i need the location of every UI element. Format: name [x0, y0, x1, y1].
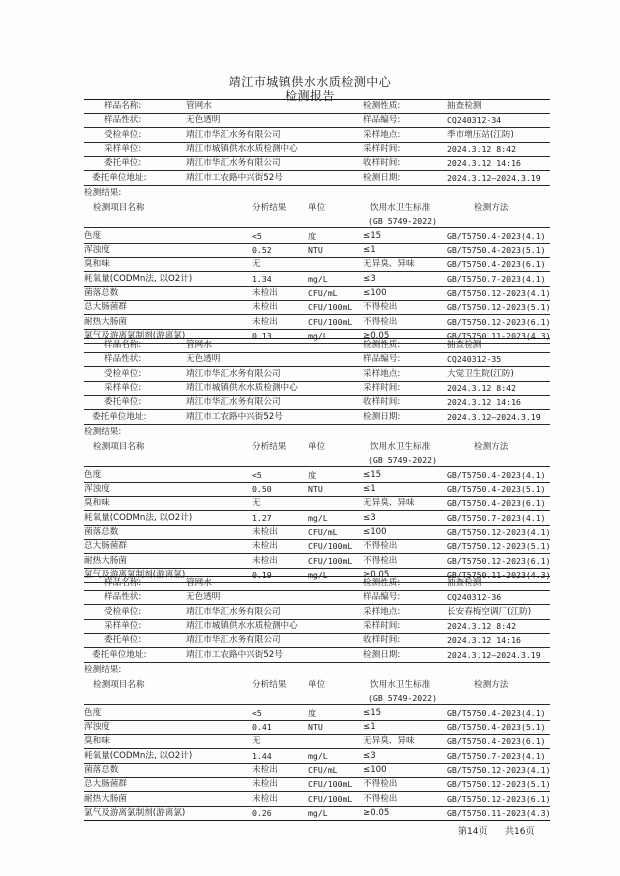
row-result: 无: [252, 498, 261, 509]
sampling-unit-label: 采样单位:: [104, 382, 142, 393]
row-standard: 无异臭、异味: [363, 259, 415, 270]
test-nature-label: 检测性质:: [363, 101, 401, 111]
row-rule: [84, 553, 550, 554]
row-result: 0.41: [252, 722, 272, 733]
report-title: 靖江市城镇供水水质检测中心: [228, 75, 392, 89]
sampling-time-value: 2024.3.12 8:42: [447, 620, 517, 631]
row-unit: NTU: [308, 484, 323, 495]
test-date-label: 检测日期:: [363, 172, 401, 183]
col-standard-header: 饮用水卫生标准: [370, 679, 431, 690]
row-rule: [84, 539, 550, 540]
row-item: 总大肠菌群: [84, 779, 127, 790]
row-unit: 度: [308, 230, 317, 241]
row-result: 0.26: [252, 807, 272, 818]
row-method: GB/T5750.4-2023(6.1): [447, 736, 546, 747]
row-method: GB/T5750.4-2023(5.1): [447, 245, 546, 256]
row-method: GB/T5750.12-2023(6.1): [447, 316, 551, 327]
sampling-unit-value: 靖江市城镇供水水质检测中心: [186, 620, 298, 631]
row-rule: [84, 734, 550, 735]
sample-no-label: 样品编号:: [363, 115, 401, 126]
row-standard: 不得检出: [363, 302, 398, 313]
row-item: 耐热大肠菌: [84, 316, 127, 327]
info-rule: [84, 604, 550, 605]
row-standard: 不得检出: [363, 779, 398, 790]
sample-nature-label: 样品性状:: [104, 592, 142, 603]
row-item: 总大肠菌群: [84, 302, 127, 313]
row-item: 菌落总数: [84, 288, 119, 298]
row-unit: mg/L: [308, 807, 328, 818]
row-result: 未检出: [252, 779, 278, 790]
row-method: GB/T5750.12-2023(5.1): [447, 779, 551, 790]
row-unit: CFU/100mL: [308, 541, 353, 552]
row-result: 无: [252, 736, 261, 747]
row-result: 0.50: [252, 484, 272, 495]
row-unit: NTU: [308, 722, 323, 733]
results-heading: 检测结果:: [84, 426, 122, 437]
client-unit-value: 靖江市华汇水务有限公司: [186, 635, 281, 646]
page-number: 第14页: [458, 827, 488, 837]
client-address-label: 委托单位地址:: [92, 411, 147, 422]
row-rule: [84, 525, 550, 526]
client-unit-value: 靖江市华汇水务有限公司: [186, 158, 281, 169]
col-standard-header: 饮用水卫生标准: [370, 202, 431, 213]
col-method-header: 检测方法: [474, 441, 509, 452]
row-rule: [84, 300, 550, 301]
test-nature-value: 抽查检测: [447, 340, 482, 350]
sampling-time-value: 2024.3.12 8:42: [447, 143, 517, 154]
row-rule: [84, 257, 550, 258]
row-rule: [84, 568, 550, 569]
row-result: 0.13: [252, 330, 272, 341]
row-standard: ≤100: [363, 765, 387, 775]
row-standard: 不得检出: [363, 541, 398, 552]
test-nature-label: 检测性质:: [363, 578, 401, 588]
results-heading: 检测结果:: [84, 187, 122, 198]
test-nature-label: 检测性质:: [363, 340, 401, 350]
sample-name-label: 样品名称:: [104, 578, 142, 588]
sampling-site-value: 长安春梅空调厂(江防): [447, 606, 532, 617]
sample-name-value: 管网水: [186, 340, 212, 350]
col-item-header: 检测项目名称: [93, 202, 145, 213]
client-address-value: 靖江市工农路中兴街52号: [186, 649, 283, 660]
row-rule: [84, 510, 550, 511]
row-method: GB/T5750.4-2023(4.1): [447, 469, 546, 480]
row-result: <5: [252, 469, 262, 480]
info-rule: [84, 647, 550, 648]
sampling-unit-value: 靖江市城镇供水水质检测中心: [186, 382, 298, 393]
sampling-time-label: 采样时间:: [363, 620, 401, 631]
row-method: GB/T5750.12-2023(5.1): [447, 541, 551, 552]
info-rule: [84, 113, 550, 114]
header-rule: [84, 704, 550, 705]
row-result: 未检出: [252, 555, 278, 566]
row-unit: mg/L: [308, 512, 328, 523]
col-method-header: 检测方法: [474, 679, 509, 690]
sampling-time-label: 采样时间:: [363, 143, 401, 154]
row-rule: [84, 286, 550, 287]
test-nature-value: 抽查检测: [447, 101, 482, 111]
row-standard: ≥0.05: [363, 807, 390, 818]
row-item: 臭和味: [84, 259, 110, 270]
sampling-unit-label: 采样单位:: [104, 620, 142, 631]
sample-nature-label: 样品性状:: [104, 354, 142, 365]
info-rule: [84, 156, 550, 157]
info-rule: [84, 127, 550, 128]
sample-name-label: 样品名称:: [104, 340, 142, 350]
col-result-header: 分析结果: [252, 441, 287, 452]
sampling-site-value: 大觉卫生院(江防): [447, 368, 514, 379]
col-unit-header: 单位: [308, 202, 326, 213]
row-unit: CFU/mL: [308, 288, 338, 298]
row-method: GB/T5750.11-2023(4.3): [447, 807, 551, 818]
row-item: 臭和味: [84, 498, 110, 509]
row-method: GB/T5750.7-2023(4.1): [447, 273, 546, 284]
row-method: GB/T5750.4-2023(5.1): [447, 484, 546, 495]
col-result-header: 分析结果: [252, 679, 287, 690]
row-unit: CFU/100mL: [308, 316, 353, 327]
col-unit-header: 单位: [308, 441, 326, 452]
row-rule: [84, 777, 550, 778]
row-result: 1.34: [252, 273, 272, 284]
row-method: GB/T5750.12-2023(6.1): [447, 555, 551, 566]
sample-no-value: CQ240312-34: [447, 115, 502, 126]
client-unit-value: 靖江市华汇水务有限公司: [186, 397, 281, 408]
info-rule: [84, 662, 550, 663]
row-result: 未检出: [252, 316, 278, 327]
row-result: 未检出: [252, 288, 278, 298]
row-standard: ≤15: [363, 469, 382, 480]
row-item: 耗氧量(CODMn法, 以O2计): [84, 273, 193, 284]
row-result: 1.27: [252, 512, 272, 523]
row-standard: 不得检出: [363, 793, 398, 804]
row-result: 未检出: [252, 302, 278, 313]
sample-nature-value: 无色透明: [186, 115, 221, 126]
header-rule: [84, 466, 550, 467]
row-rule: [84, 748, 550, 749]
row-unit: 度: [308, 469, 317, 480]
row-standard: 无异臭、异味: [363, 498, 415, 509]
sampling-site-label: 采样地点:: [363, 129, 401, 140]
row-method: GB/T5750.4-2023(6.1): [447, 498, 546, 509]
row-unit: CFU/100mL: [308, 302, 353, 313]
row-rule: [84, 271, 550, 272]
row-rule: [84, 243, 550, 244]
row-method: GB/T5750.4-2023(4.1): [447, 230, 546, 241]
row-unit: mg/L: [308, 569, 328, 580]
row-method: GB/T5750.11-2023(4.3): [447, 330, 551, 341]
client-address-label: 委托单位地址:: [92, 172, 147, 183]
receive-time-label: 收样时间:: [363, 397, 401, 408]
row-standard: 不得检出: [363, 316, 398, 327]
row-rule: [84, 806, 550, 807]
row-unit: mg/L: [308, 750, 328, 761]
info-rule: [84, 352, 550, 353]
row-method: GB/T5750.7-2023(4.1): [447, 750, 546, 761]
col-standard-subheader: (GB 5749-2022): [368, 215, 438, 226]
client-unit-label: 委托单位:: [104, 635, 142, 646]
row-standard: ≤3: [363, 273, 376, 284]
info-rule: [84, 633, 550, 634]
receive-time-label: 收样时间:: [363, 635, 401, 646]
entrusted-unit-label: 受检单位:: [104, 606, 142, 617]
row-item: 菌落总数: [84, 527, 119, 537]
sample-no-label: 样品编号:: [363, 354, 401, 365]
test-date-label: 检测日期:: [363, 649, 401, 660]
row-item: 色度: [84, 230, 102, 241]
row-item: 色度: [84, 469, 102, 480]
info-rule: [84, 395, 550, 396]
row-rule: [84, 496, 550, 497]
sampling-site-label: 采样地点:: [363, 606, 401, 617]
sampling-time-value: 2024.3.12 8:42: [447, 382, 517, 393]
info-rule: [84, 185, 550, 186]
test-date-label: 检测日期:: [363, 411, 401, 422]
info-rule: [84, 590, 550, 591]
entrusted-unit-value: 靖江市华汇水务有限公司: [186, 129, 281, 140]
row-standard: ≤100: [363, 527, 387, 537]
row-result: <5: [252, 230, 262, 241]
row-result: 未检出: [252, 527, 278, 537]
row-standard: ≤3: [363, 750, 376, 761]
receive-time-value: 2024.3.12 14:16: [447, 158, 521, 169]
col-method-header: 检测方法: [474, 202, 509, 213]
results-heading: 检测结果:: [84, 664, 122, 675]
row-standard: ≤100: [363, 288, 387, 298]
test-date-value: 2024.3.12—2024.3.19: [447, 649, 541, 660]
row-unit: CFU/100mL: [308, 793, 353, 804]
row-method: GB/T5750.12-2023(5.1): [447, 302, 551, 313]
row-method: GB/T5750.12-2023(4.1): [447, 527, 551, 537]
row-rule: [84, 720, 550, 721]
receive-time-label: 收样时间:: [363, 158, 401, 169]
sampling-unit-value: 靖江市城镇供水水质检测中心: [186, 143, 298, 154]
col-standard-header: 饮用水卫生标准: [370, 441, 431, 452]
row-item: 臭和味: [84, 736, 110, 747]
receive-time-value: 2024.3.12 14:16: [447, 635, 521, 646]
sample-nature-label: 样品性状:: [104, 115, 142, 126]
row-item: 浑浊度: [84, 245, 110, 256]
sample-no-value: CQ240312-35: [447, 354, 502, 365]
row-item: 耗氧量(CODMn法, 以O2计): [84, 512, 193, 523]
row-unit: CFU/mL: [308, 527, 338, 537]
info-rule: [84, 409, 550, 410]
test-date-value: 2024.3.12—2024.3.19: [447, 411, 541, 422]
info-rule: [84, 366, 550, 367]
info-rule: [84, 142, 550, 143]
row-item: 色度: [84, 707, 102, 718]
row-unit: 度: [308, 707, 317, 718]
row-item: 氯气及游离氯制剂(游离氯): [84, 569, 186, 580]
row-method: GB/T5750.4-2023(5.1): [447, 722, 546, 733]
block-top-rule: [84, 338, 550, 339]
row-standard: ≤15: [363, 230, 382, 241]
sampling-unit-label: 采样单位:: [104, 143, 142, 154]
row-result: 未检出: [252, 793, 278, 804]
row-standard: ≤1: [363, 245, 376, 256]
row-item: 菌落总数: [84, 765, 119, 775]
row-item: 氯气及游离氯制剂(游离氯): [84, 807, 186, 818]
entrusted-unit-value: 靖江市华汇水务有限公司: [186, 606, 281, 617]
page-bottom-rule: [84, 820, 550, 821]
row-unit: CFU/100mL: [308, 779, 353, 790]
sample-no-label: 样品编号:: [363, 592, 401, 603]
row-unit: NTU: [308, 245, 323, 256]
test-date-value: 2024.3.12—2024.3.19: [447, 172, 541, 183]
row-standard: ≥0.05: [363, 330, 390, 341]
row-result: 未检出: [252, 765, 278, 775]
client-address-value: 靖江市工农路中兴街52号: [186, 172, 283, 183]
sampling-time-label: 采样时间:: [363, 382, 401, 393]
row-rule: [84, 791, 550, 792]
info-rule: [84, 170, 550, 171]
block-top-rule: [84, 99, 550, 100]
info-rule: [84, 424, 550, 425]
row-item: 浑浊度: [84, 722, 110, 733]
row-item: 耐热大肠菌: [84, 793, 127, 804]
row-method: GB/T5750.4-2023(4.1): [447, 707, 546, 718]
row-result: 1.44: [252, 750, 272, 761]
client-address-value: 靖江市工农路中兴街52号: [186, 411, 283, 422]
row-standard: ≤1: [363, 722, 376, 733]
row-standard: ≥0.05: [363, 569, 390, 580]
row-item: 氯气及游离氯制剂(游离氯): [84, 330, 186, 341]
row-unit: mg/L: [308, 330, 328, 341]
entrusted-unit-value: 靖江市华汇水务有限公司: [186, 368, 281, 379]
receive-time-value: 2024.3.12 14:16: [447, 397, 521, 408]
sampling-site-label: 采样地点:: [363, 368, 401, 379]
client-unit-label: 委托单位:: [104, 158, 142, 169]
row-result: 未检出: [252, 541, 278, 552]
test-nature-value: 抽查检测: [447, 578, 482, 588]
col-unit-header: 单位: [308, 679, 326, 690]
row-item: 耐热大肠菌: [84, 555, 127, 566]
sampling-site-value: 季市增压站(江防): [447, 129, 514, 140]
row-item: 浑浊度: [84, 484, 110, 495]
row-method: GB/T5750.12-2023(4.1): [447, 765, 551, 775]
row-rule: [84, 482, 550, 483]
col-result-header: 分析结果: [252, 202, 287, 213]
row-method: GB/T5750.12-2023(6.1): [447, 793, 551, 804]
row-unit: CFU/mL: [308, 765, 338, 775]
row-standard: ≤1: [363, 484, 376, 495]
row-result: 0.19: [252, 569, 272, 580]
row-result: 无: [252, 259, 261, 270]
row-rule: [84, 763, 550, 764]
client-unit-label: 委托单位:: [104, 397, 142, 408]
row-item: 总大肠菌群: [84, 541, 127, 552]
row-method: GB/T5750.4-2023(6.1): [447, 259, 546, 270]
row-method: GB/T5750.12-2023(4.1): [447, 288, 551, 298]
row-standard: 无异臭、异味: [363, 736, 415, 747]
sample-name-value: 管网水: [186, 101, 212, 111]
sample-nature-value: 无色透明: [186, 592, 221, 603]
entrusted-unit-label: 受检单位:: [104, 368, 142, 379]
col-standard-subheader: (GB 5749-2022): [368, 692, 438, 703]
sample-nature-value: 无色透明: [186, 354, 221, 365]
row-rule: [84, 314, 550, 315]
report-subtitle: 检测报告: [284, 89, 335, 103]
page-total: 共16页: [505, 827, 535, 837]
sample-name-label: 样品名称:: [104, 101, 142, 111]
row-result: 0.52: [252, 245, 272, 256]
row-unit: CFU/100mL: [308, 555, 353, 566]
block-top-rule: [84, 576, 550, 577]
row-result: <5: [252, 707, 262, 718]
row-method: GB/T5750.11-2023(4.3): [447, 569, 551, 580]
client-address-label: 委托单位地址:: [92, 649, 147, 660]
row-rule: [84, 329, 550, 330]
row-item: 耗氧量(CODMn法, 以O2计): [84, 750, 193, 761]
info-rule: [84, 619, 550, 620]
row-standard: 不得检出: [363, 555, 398, 566]
col-item-header: 检测项目名称: [93, 679, 145, 690]
row-standard: ≤3: [363, 512, 376, 523]
row-standard: ≤15: [363, 707, 382, 718]
col-item-header: 检测项目名称: [93, 441, 145, 452]
header-rule: [84, 227, 550, 228]
entrusted-unit-label: 受检单位:: [104, 129, 142, 140]
row-method: GB/T5750.7-2023(4.1): [447, 512, 546, 523]
sample-no-value: CQ240312-36: [447, 592, 502, 603]
info-rule: [84, 381, 550, 382]
row-unit: mg/L: [308, 273, 328, 284]
col-standard-subheader: (GB 5749-2022): [368, 454, 438, 465]
sample-name-value: 管网水: [186, 578, 212, 588]
